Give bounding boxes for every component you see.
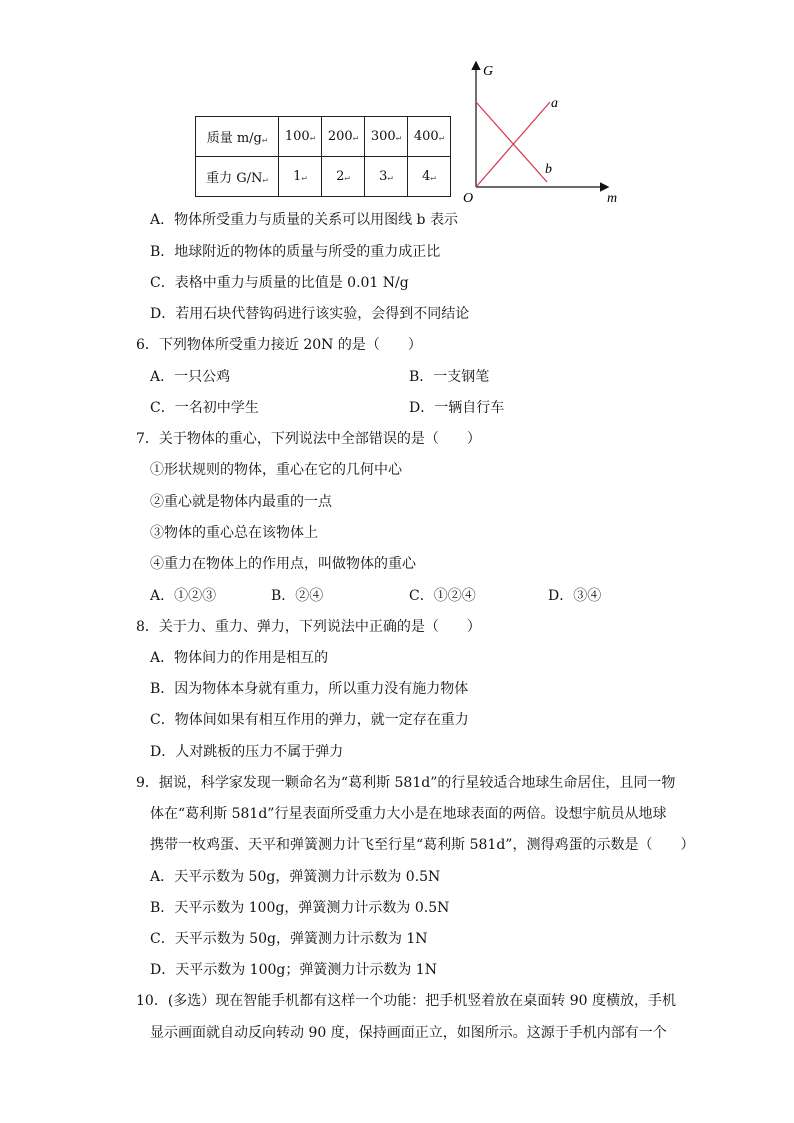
cell-text: 100 xyxy=(284,129,310,144)
q7-option-b: B．②④ xyxy=(271,588,324,604)
q8-option-c: C．物体间如果有相互作用的弹力，就一定存在重力 xyxy=(150,712,469,728)
q9-stem-line-3: 携带一枚鸡蛋、天平和弹簧测力计飞至行星“葛利斯 581d”，测得鸡蛋的示数是（ ） xyxy=(150,837,695,853)
q7-statement-4: ④重力在物体上的作用点，叫做物体的重心 xyxy=(150,556,416,572)
q7-statement-3: ③物体的重心总在该物体上 xyxy=(150,525,318,541)
cell-mark: ↵ xyxy=(301,173,307,183)
cell-mark: ↵ xyxy=(387,173,393,183)
line-a-label: a xyxy=(551,96,558,111)
q6-option-d: D．一辆自行车 xyxy=(409,400,505,416)
q5-option-c: C．表格中重力与质量的比值是 0.01 N/g xyxy=(150,275,409,291)
q9-stem-line-1: 9．据说，科学家发现一颗命名为“葛利斯 581d”的行星较适合地球生命居住，且同一物 xyxy=(136,775,676,791)
cell-mark: ↵ xyxy=(262,175,268,185)
table-row xyxy=(196,117,451,157)
table-cell xyxy=(365,117,408,157)
mass-weight-table xyxy=(195,116,451,197)
q8-option-d: D．人对跳板的压力不属于弹力 xyxy=(150,744,344,760)
cell-text: 1 xyxy=(293,169,302,184)
g-m-graph xyxy=(455,55,630,210)
q9-option-a: A．天平示数为 50g，弹簧测力计示数为 0.5N xyxy=(150,869,441,885)
q9-option-d: D．天平示数为 100g；弹簧测力计示数为 1N xyxy=(150,962,437,978)
q9-stem-line-2: 体在“葛利斯 581d”行星表面所受重力大小是在地球表面的两倍。设想宇航员从地球 xyxy=(150,806,667,822)
cell-mark: ↵ xyxy=(261,135,268,145)
q7-statement-1: ①形状规则的物体，重心在它的几何中心 xyxy=(150,462,402,478)
q8-option-b: B．因为物体本身就有重力，所以重力没有施力物体 xyxy=(150,681,469,697)
cell-text: 4 xyxy=(422,169,431,184)
table-cell xyxy=(279,117,322,157)
cell-text: 300 xyxy=(370,129,396,144)
cell-text: 200 xyxy=(327,129,353,144)
table-cell xyxy=(408,157,451,197)
table-row xyxy=(196,157,451,197)
q6-option-b: B．一支钢笔 xyxy=(409,369,490,385)
cell-mark: ↵ xyxy=(344,173,350,183)
q7-option-a: A．①②③ xyxy=(150,588,217,604)
cell-mark: ↵ xyxy=(395,133,402,143)
q5-option-d: D．若用石块代替钩码进行该实验，会得到不同结论 xyxy=(150,306,470,322)
cell-mark: ↵ xyxy=(430,173,436,183)
q7-statement-2: ②重心就是物体内最重的一点 xyxy=(150,494,332,510)
cell-mark: ↵ xyxy=(309,133,316,143)
q10-stem-line-2: 显示画面就自动反向转动 90 度，保持画面正立，如图所示。这源于手机内部有一个 xyxy=(150,1025,667,1041)
q9-option-c: C．天平示数为 50g，弹簧测力计示数为 1N xyxy=(150,931,428,947)
q7-option-c: C．①②④ xyxy=(409,588,476,604)
q5-option-b: B．地球附近的物体的质量与所受的重力成正比 xyxy=(150,244,441,260)
line-b-label: b xyxy=(545,162,552,177)
q6-stem: 6．下列物体所受重力接近 20N 的是（ ） xyxy=(136,337,422,353)
cell-mark: ↵ xyxy=(438,133,445,143)
q8-stem: 8．关于力、重力、弹力，下列说法中正确的是（ ） xyxy=(136,619,481,635)
q8-option-a: A．物体间力的作用是相互的 xyxy=(150,650,329,666)
cell-mark: ↵ xyxy=(352,133,359,143)
table-cell xyxy=(365,157,408,197)
cell-text: 质量 m/g xyxy=(206,131,262,146)
q6-option-a: A．一只公鸡 xyxy=(150,369,231,385)
table-header-weight xyxy=(196,157,279,197)
table-cell xyxy=(322,117,365,157)
table-cell xyxy=(279,157,322,197)
cell-text: 2 xyxy=(336,169,345,184)
q9-option-b: B．天平示数为 100g，弹簧测力计示数为 0.5N xyxy=(150,900,450,916)
y-axis-label: G xyxy=(483,64,494,79)
cell-text: 3 xyxy=(379,169,388,184)
cell-text: 400 xyxy=(413,129,439,144)
q5-option-a: A．物体所受重力与质量的关系可以用图线 b 表示 xyxy=(150,212,458,228)
q7-option-d: D．③④ xyxy=(548,588,602,604)
origin-label: O xyxy=(463,191,474,206)
table-header-mass xyxy=(196,117,279,157)
table-cell xyxy=(408,117,451,157)
table-cell xyxy=(322,157,365,197)
line-b xyxy=(476,102,547,182)
cell-text: 重力 G/N xyxy=(206,171,263,186)
q6-option-c: C．一名初中学生 xyxy=(150,400,259,416)
q10-stem-line-1: 10．(多选）现在智能手机都有这样一个功能：把手机竖着放在桌面转 90 度横放，手机 xyxy=(136,993,676,1009)
q7-stem: 7．关于物体的重心，下列说法中全部错误的是（ ） xyxy=(136,431,481,447)
x-axis-label: m xyxy=(607,191,618,206)
